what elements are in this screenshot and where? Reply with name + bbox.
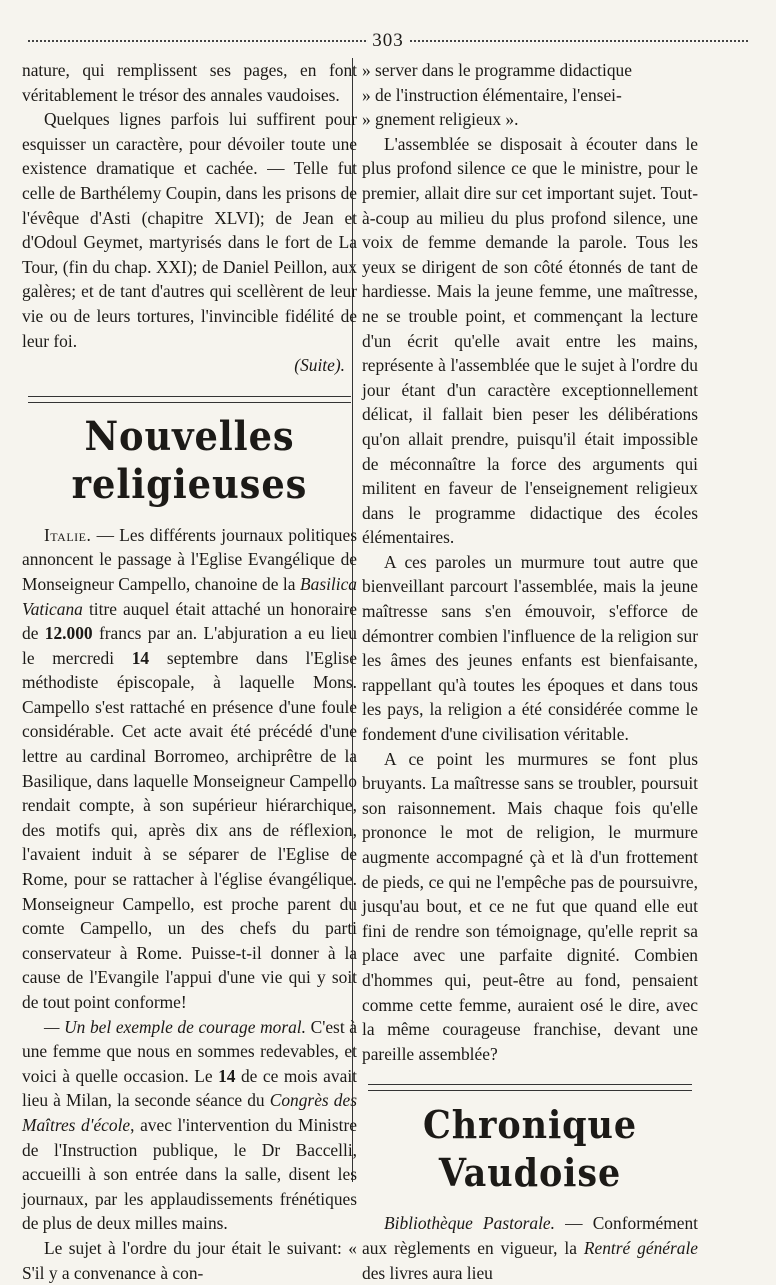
header-rule-right	[410, 40, 748, 42]
courage-title: — Un bel exemple de courage moral.	[44, 1016, 306, 1037]
left-column	[22, 58, 358, 1283]
quote-line-1: » server dans le programme didactique	[362, 60, 632, 80]
italie-label: Italie.	[44, 524, 92, 545]
basilica-italic: Basilica Vaticana	[22, 573, 357, 619]
italie-text-d: septembre dans l'Eglise méthodiste épiscopale, à laquelle Mons. Campello s'est rattaché en présence d'une foule considérable. Cet acte avait été précédé d'une lettre au cardinal Borromeo, archiprêtre de la Basilique, dans laquelle Monseigneur Campello rendait compte, à son supérieur hiérarchique, des motifs qui, après dix ans de réflexion, l'avaient induit à se séparer de l'Eglise de Rome, pour se rattacher à l'église évangélique. Monseigneur Campello, est proche parent du comte Campello, un des chefs du parti conservateur à Rome. Puisse-t-il donner à la cause de l'Evangile l'appui d'une vie qui y soit de tout point conforme!	[22, 647, 357, 1012]
section-heading-nouvelles: Nouvelles religieuses	[71, 412, 308, 508]
italie-text-a: — Les différents journaux politiques annoncent le passage à l'Eglise Evangélique de Monseigneur Campello, chanoine de la	[22, 524, 357, 594]
rentre-italic: Rentré générale	[583, 1237, 698, 1258]
paragraph-bibliotheque	[362, 1211, 698, 1285]
congres-italic: Congrès des Maîtres d'école	[22, 1090, 357, 1135]
courage-day: 14	[218, 1065, 236, 1086]
paragraph-bruyants: A ce point les murmures se font plus bruyants. La maîtresse sans se troubler, poursuit son raisonnement. Mais chaque fois qu'elle prononce le mot de religion, le murmure augmente accompagné çà et là d'un frottement de pieds, ce qui ne l'empêche pas de poursuivre, jusqu'au bout, et ce ne fut que quand elle eut fini de rendre son témoignage, qu'elle reprit sa place avec une parfaite dignité. Combien d'hommes qui, peut-être au fond, pensaient comme cette femme, auraient osé le dire, avec la même courageuse franchise, devant une pareille assemblée?	[362, 748, 698, 1064]
right-column	[362, 58, 698, 1283]
section-separator-right	[368, 1084, 692, 1091]
paragraph-italie	[22, 523, 357, 1015]
paragraph-continuation: nature, qui remplissent ses pages, en font véritablement le trésor des annales vaudoises.	[22, 60, 357, 105]
bibliotheque-italic: Bibliothèque Pastorale.	[384, 1213, 555, 1234]
page-number: 303	[372, 30, 404, 51]
paragraph-assemblee: L'assemblée se disposait à écouter dans le plus profond silence ce que le ministre, pour le premier, allait dire sur cet important sujet. Tout-à-coup au milieu du plus profond silence, une voix de femme demande la parole. Tous les yeux se dirigent de son côté étonnés de tant de hardiesse. Mais la jeune femme, une maîtresse, ne se trouble point, et commençant la lecture d'un écrit qu'elle avait entre les mains, représente à l'assemblée que le sujet à l'ordre du jour étant d'un caractère exceptionnellement délicat, il fallait bien peser les délibérations qu'on allait prendre, puisqu'il était impossible de méconnaître la force des arguments qui militent en faveur de l'enseignement religieux dans le programme didactique des écoles élémentaires.	[362, 133, 698, 548]
section-heading-chronique: Chronique Vaudoise	[422, 1102, 638, 1196]
suite-marker: (Suite).	[294, 355, 345, 376]
section-separator	[28, 396, 351, 403]
header-rule-left	[28, 40, 366, 42]
amount-value: 12.000	[44, 623, 93, 644]
quote-line-3: » gnement religieux ».	[362, 109, 519, 130]
courage-text-b: de ce mois avait lieu à Milan, la seconde séance du	[22, 1065, 357, 1111]
bibliotheque-text-a: — Conformément aux règlements en vigueur, la	[362, 1213, 698, 1258]
bibliotheque-text-b: des livres aura lieu	[362, 1262, 493, 1283]
italie-text-b: titre auquel était attaché un honoraire de	[22, 598, 357, 644]
running-head	[28, 30, 748, 52]
paragraph-portraits: Quelques lignes parfois lui suffirent pour esquisser un caractère, pour dévoiler toute une existence dramatique et cachée. — Telle fut celle de Barthélemy Coupin, dans les prisons de l'évêque d'Asti (chapitre XLVI); de Jean et d'Odoul Geymet, martyrisés dans le fort de La Tour, (fin du chap. XXI); de Daniel Peillon, aux galères; et de tant d'autres qui scellèrent de leur vie ou de leurs tortures, l'invincible fidélité de leur foi.	[22, 109, 357, 351]
italie-text-c: francs par an. L'abjuration a eu lieu le mercredi	[22, 623, 358, 668]
paragraph-courage	[22, 1015, 357, 1236]
courage-text-c: , avec l'intervention du Ministre de l'Instruction publique, le Dr Baccelli, accueilli à son entrée dans la salle, disent les journaux, par les applaudissements frénétiques de plus de deux milles mains.	[22, 1114, 357, 1234]
quote-line-2: » de l'instruction élémentaire, l'ensei-	[362, 84, 622, 105]
courage-text-a: C'est à une femme que nous en sommes redevables, et voici à quelle occasion. Le	[22, 1016, 358, 1086]
paragraph-murmure: A ces paroles un murmure tout autre que bienveillant parcourt l'assemblée, mais la jeune maîtresse sans s'en émouvoir, s'efforce de démontrer combien l'influence de la religion sur les âmes des jeunes enfants est bienfaisante, rappellant qu'à toutes les époques et dans tous les pays, la religion a été considérée comme le fondement d'une civilisation véritable.	[362, 551, 698, 745]
paragraph-sujet: Le sujet à l'ordre du jour était le suivant: « S'il y a convenance à con-	[22, 1237, 357, 1283]
closing-line	[22, 353, 357, 378]
day-value: 14	[131, 647, 150, 668]
